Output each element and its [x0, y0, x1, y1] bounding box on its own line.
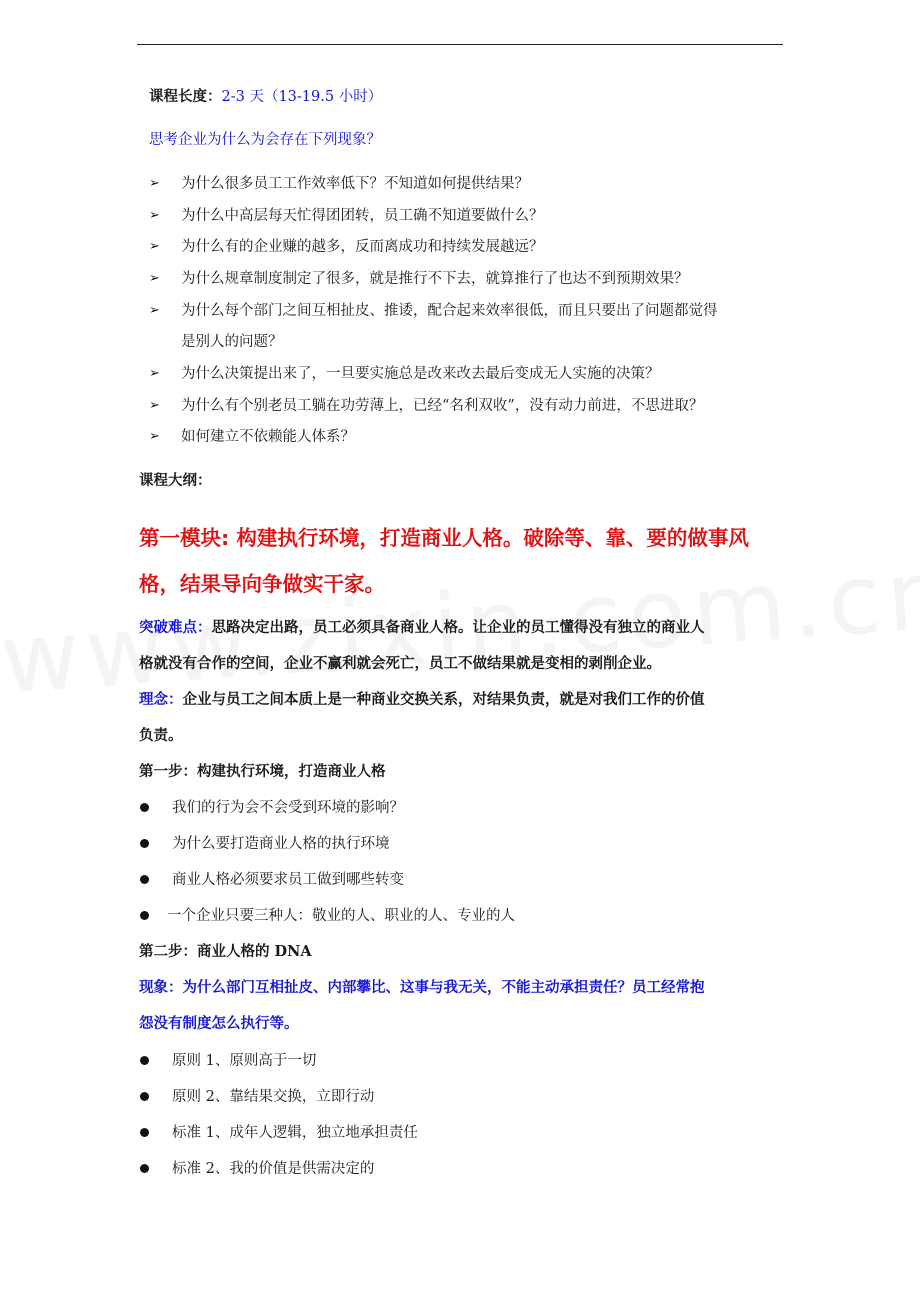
step2-item: 标准 1、成年人逻辑，独立地承担责任 [172, 1125, 418, 1141]
arrow-bullet-icon: ➢ [149, 303, 160, 318]
difficulty-text: 思路决定出路，员工必须具备商业人格。让企业的员工懂得没有独立的商业人 [211, 619, 705, 636]
step2-item: 原则 2、靠结果交换，立即行动 [172, 1089, 375, 1105]
question-item: 为什么每个部门之间互相扯皮、推诿，配合起来效率很低，而且只要出了问题都觉得 [181, 303, 718, 319]
difficulty-label: 突破难点： [139, 619, 212, 636]
concept-label: 理念： [139, 691, 183, 708]
question-item-continued: 是别人的问题？ [181, 334, 283, 350]
concept-line1 [139, 690, 705, 710]
course-length-value: 2-3 天（13-19.5 小时） [221, 89, 383, 105]
question-item: 如何建立不依赖能人体系？ [181, 429, 355, 445]
difficulty-line1 [139, 618, 705, 638]
step1-item: 商业人格必须要求员工做到哪些转变 [172, 872, 404, 888]
question-item: 为什么规章制度制定了很多，就是推行不下去，就算推行了也达不到预期效果？ [181, 271, 689, 287]
concept-text: 企业与员工之间本质上是一种商业交换关系，对结果负责，就是对我们工作的价值 [182, 691, 705, 708]
course-length-label: 课程长度： [149, 88, 222, 105]
bullet-dot-icon [140, 1128, 149, 1137]
step2-item: 标准 2、我的价值是供需决定的 [172, 1161, 375, 1177]
bullet-dot-icon [140, 803, 149, 812]
bullet-dot-icon [140, 1092, 149, 1101]
step1-title: 第一步：构建执行环境，打造商业人格 [139, 763, 386, 780]
phenomenon-line2: 怨没有制度怎么执行等。 [139, 1015, 299, 1032]
question-item: 为什么中高层每天忙得团团转，员工确不知道要做什么？ [181, 208, 544, 224]
arrow-bullet-icon: ➢ [149, 176, 160, 191]
step1-item: 为什么要打造商业人格的执行环境 [172, 836, 390, 852]
arrow-bullet-icon: ➢ [149, 398, 160, 413]
bullet-dot-icon [140, 839, 149, 848]
arrow-bullet-icon: ➢ [149, 271, 160, 286]
question-item: 为什么决策提出来了，一旦要实施总是改来改去最后变成无人实施的决策？ [181, 366, 660, 382]
header-rule [137, 44, 783, 45]
step1-item: 一个企业只要三种人：敬业的人、职业的人、专业的人 [167, 908, 515, 924]
difficulty-line2: 格就没有合作的空间，企业不赢利就会死亡，员工不做结果就是变相的剥削企业。 [139, 655, 661, 672]
question-heading: 思考企业为什么为会存在下列现象？ [149, 132, 381, 148]
question-item: 为什么有个别老员工躺在功劳薄上，已经“名利双收”，没有动力前进，不思进取？ [181, 398, 704, 414]
step2-item: 原则 1、原则高于一切 [172, 1053, 317, 1069]
arrow-bullet-icon: ➢ [149, 366, 160, 381]
step1-item: 我们的行为会不会受到环境的影响？ [172, 800, 404, 816]
course-length [149, 87, 382, 107]
bullet-dot-icon [140, 875, 149, 884]
outline-label: 课程大纲： [139, 472, 212, 489]
question-item: 为什么有的企业赚的越多，反而离成功和持续发展越远？ [181, 239, 544, 255]
arrow-bullet-icon: ➢ [149, 208, 160, 223]
question-item: 为什么很多员工工作效率低下？不知道如何提供结果？ [181, 176, 529, 192]
bullet-dot-icon [140, 1164, 149, 1173]
arrow-bullet-icon: ➢ [149, 429, 160, 444]
step2-title: 第二步：商业人格的 DNA [139, 943, 312, 960]
bullet-dot-icon [140, 911, 149, 920]
module-title-line2: 格，结果导向争做实干家。 [139, 572, 385, 596]
phenomenon-line1: 现象：为什么部门互相扯皮、内部攀比、这事与我无关，不能主动承担责任？员工经常抱 [139, 979, 705, 996]
bullet-dot-icon [140, 1056, 149, 1065]
arrow-bullet-icon: ➢ [149, 239, 160, 254]
module-title-line1: 第一模块: 构建执行环境，打造商业人格。破除等、靠、要的做事风 [139, 526, 749, 550]
concept-line2: 负责。 [139, 727, 183, 744]
